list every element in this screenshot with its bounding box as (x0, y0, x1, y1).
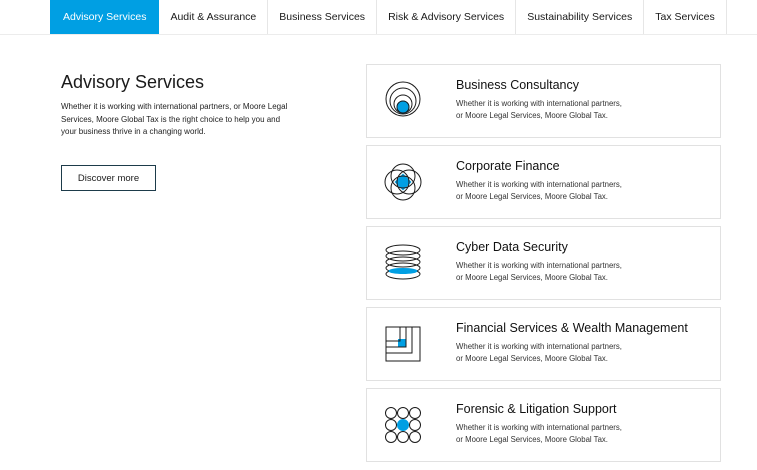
tab-risk-advisory-services[interactable]: Risk & Advisory Services (377, 0, 516, 34)
service-card-financial-services-wealth-management[interactable] (366, 307, 721, 381)
tab-sustainability-services[interactable]: Sustainability Services (516, 0, 644, 34)
service-title: Business Consultancy (456, 78, 579, 92)
overlapping-circles-icon (382, 161, 424, 203)
stacked-ellipses-icon (382, 242, 424, 284)
top-nav-tabs (50, 0, 727, 34)
tab-tax-services[interactable]: Tax Services (644, 0, 727, 34)
service-card-corporate-finance[interactable] (366, 145, 721, 219)
service-description: Whether it is working with international partners, or Moore Legal Services, Moore Global Tax. (456, 342, 622, 363)
service-title: Forensic & Litigation Support (456, 402, 617, 416)
discover-more-button[interactable]: Discover more (61, 165, 156, 191)
service-card-cyber-data-security[interactable] (366, 226, 721, 300)
nested-squares-icon (382, 323, 424, 365)
service-title: Financial Services & Wealth Management (456, 321, 688, 335)
service-title: Cyber Data Security (456, 240, 568, 254)
service-description: Whether it is working with international partners, or Moore Legal Services, Moore Global Tax. (456, 99, 622, 120)
service-card-business-consultancy[interactable] (366, 64, 721, 138)
tab-audit-assurance[interactable]: Audit & Assurance (159, 0, 268, 34)
circle-grid-icon (382, 404, 424, 446)
tab-business-services[interactable]: Business Services (268, 0, 377, 34)
service-description: Whether it is working with international partners, or Moore Legal Services, Moore Global Tax. (456, 423, 622, 444)
intro-section (61, 72, 291, 139)
service-title: Corporate Finance (456, 159, 560, 173)
tab-advisory-services[interactable]: Advisory Services (50, 0, 159, 34)
service-description: Whether it is working with international partners, or Moore Legal Services, Moore Global Tax. (456, 261, 622, 282)
intro-description: Whether it is working with international partners, or Moore Legal Services, Moore Global Tax is the right choice to help you and your business thrive in a changing world. (61, 102, 288, 136)
concentric-circles-icon (382, 80, 424, 122)
service-card-forensic-litigation-support[interactable] (366, 388, 721, 462)
nav-divider (0, 34, 757, 35)
page-title: Advisory Services (61, 72, 205, 92)
service-description: Whether it is working with international partners, or Moore Legal Services, Moore Global Tax. (456, 180, 622, 201)
